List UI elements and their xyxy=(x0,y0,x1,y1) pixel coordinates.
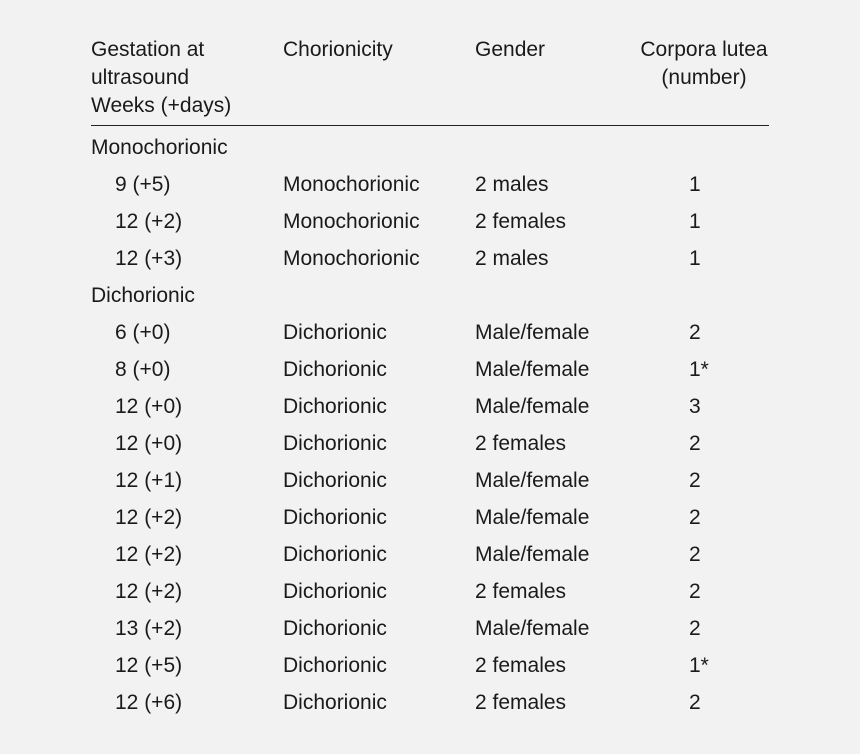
cell-gender: 2 females xyxy=(475,432,567,455)
cell-corpora-lutea: 1 xyxy=(689,173,701,196)
cell-gestation: 9 (+5) xyxy=(115,173,171,196)
cell-gender: 2 males xyxy=(475,247,549,270)
cell-corpora-lutea: 2 xyxy=(689,691,701,714)
cell-gender: Male/female xyxy=(475,617,590,640)
cell-gender: 2 females xyxy=(475,580,567,603)
cell-corpora-lutea: 3 xyxy=(689,395,701,418)
cell-chorionicity: Dichorionic xyxy=(283,395,387,418)
cell-gestation: 8 (+0) xyxy=(115,358,171,381)
cell-gender: Male/female xyxy=(475,543,590,566)
cell-gender: 2 females xyxy=(475,210,567,233)
cell-corpora-lutea: 2 xyxy=(689,321,701,344)
cell-corpora-lutea: 1 xyxy=(689,247,701,270)
cell-corpora-lutea: 2 xyxy=(689,432,701,455)
table-row xyxy=(91,314,769,351)
table-row xyxy=(91,536,769,573)
table-row xyxy=(91,499,769,536)
cell-chorionicity: Dichorionic xyxy=(283,506,387,529)
header-gestation: Gestation at ultrasound Weeks (+days) xyxy=(91,38,232,117)
cell-gestation: 12 (+0) xyxy=(115,432,183,455)
table-row xyxy=(91,351,769,388)
cell-corpora-lutea: 2 xyxy=(689,469,701,492)
cell-chorionicity: Dichorionic xyxy=(283,321,387,344)
section-title: Monochorionic xyxy=(91,136,228,159)
cell-chorionicity: Dichorionic xyxy=(283,432,387,455)
cell-chorionicity: Dichorionic xyxy=(283,543,387,566)
table-row xyxy=(91,425,769,462)
cell-chorionicity: Dichorionic xyxy=(283,580,387,603)
cell-corpora-lutea: 1* xyxy=(689,358,709,381)
cell-gestation: 12 (+6) xyxy=(115,691,183,714)
cell-corpora-lutea: 2 xyxy=(689,543,701,566)
cell-gender: Male/female xyxy=(475,395,590,418)
table-row xyxy=(91,647,769,684)
cell-corpora-lutea: 2 xyxy=(689,580,701,603)
cell-chorionicity: Dichorionic xyxy=(283,469,387,492)
cell-chorionicity: Dichorionic xyxy=(283,691,387,714)
header-corpora-lutea: Corpora lutea (number) xyxy=(640,38,768,89)
cell-gestation: 12 (+2) xyxy=(115,210,183,233)
cell-gestation: 6 (+0) xyxy=(115,321,171,344)
table-row xyxy=(91,610,769,647)
cell-corpora-lutea: 1 xyxy=(689,210,701,233)
cell-gestation: 12 (+0) xyxy=(115,395,183,418)
section-title: Dichorionic xyxy=(91,284,195,307)
table-row xyxy=(91,684,769,721)
table-header xyxy=(91,34,769,126)
table-row xyxy=(91,462,769,499)
cell-chorionicity: Dichorionic xyxy=(283,654,387,677)
cell-gestation: 13 (+2) xyxy=(115,617,183,640)
cell-chorionicity: Monochorionic xyxy=(283,210,420,233)
cell-chorionicity: Monochorionic xyxy=(283,173,420,196)
cell-gender: Male/female xyxy=(475,321,590,344)
cell-chorionicity: Monochorionic xyxy=(283,247,420,270)
header-gender: Gender xyxy=(475,38,546,61)
cell-chorionicity: Dichorionic xyxy=(283,617,387,640)
cell-gestation: 12 (+2) xyxy=(115,543,183,566)
data-table xyxy=(91,34,769,721)
cell-gender: Male/female xyxy=(475,358,590,381)
table-row xyxy=(91,203,769,240)
cell-gestation: 12 (+1) xyxy=(115,469,183,492)
table-row xyxy=(91,573,769,610)
cell-gender: 2 males xyxy=(475,173,549,196)
header-chorionicity: Chorionicity xyxy=(283,38,393,61)
cell-corpora-lutea: 1* xyxy=(689,654,709,677)
cell-gender: Male/female xyxy=(475,469,590,492)
cell-gestation: 12 (+5) xyxy=(115,654,183,677)
table-row xyxy=(91,388,769,425)
table-body xyxy=(91,129,769,721)
table-row xyxy=(91,166,769,203)
cell-gestation: 12 (+2) xyxy=(115,506,183,529)
cell-gestation: 12 (+2) xyxy=(115,580,183,603)
cell-gender: 2 females xyxy=(475,691,567,714)
cell-corpora-lutea: 2 xyxy=(689,617,701,640)
table-row xyxy=(91,240,769,277)
cell-gender: Male/female xyxy=(475,506,590,529)
cell-gender: 2 females xyxy=(475,654,567,677)
cell-gestation: 12 (+3) xyxy=(115,247,183,270)
cell-corpora-lutea: 2 xyxy=(689,506,701,529)
cell-chorionicity: Dichorionic xyxy=(283,358,387,381)
